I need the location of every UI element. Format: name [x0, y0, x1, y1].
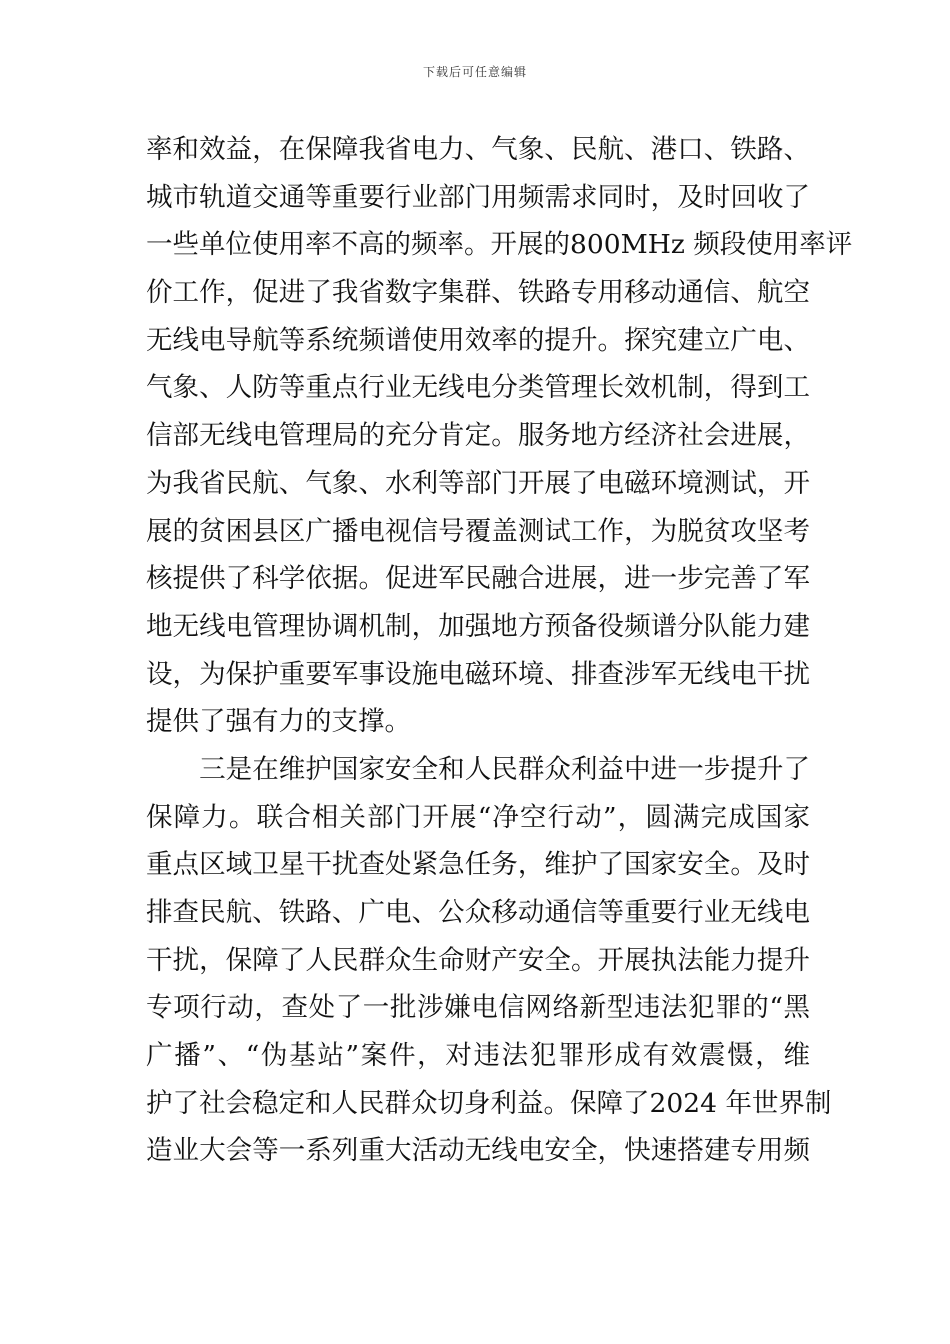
- text-line: 造业大会等一系列重大活动无线电安全，快速搭建专用频: [146, 1135, 810, 1167]
- page-header: 下载后可任意编辑: [422, 65, 527, 79]
- text-line: 保障力。联合相关部门开展“净空行动”，圆满完成国家: [146, 801, 810, 833]
- text-line: 率和效益，在保障我省电力、气象、民航、港口、铁路、: [146, 134, 810, 165]
- text-line: 展的贫困县区广播电视信号覆盖测试工作，为脱贫攻坚考: [146, 515, 810, 547]
- paragraph-start-line: 三是在维护国家安全和人民群众利益中进一步提升了: [146, 753, 810, 785]
- text-line: 专项行动，查处了一批涉嫌电信网络新型违法犯罪的“黑: [146, 992, 810, 1024]
- text-line: 核提供了科学依据。促进军民融合进展，进一步完善了军: [146, 563, 810, 595]
- text-line: 护了社会稳定和人民群众切身利益。保障了2024 年世界制: [146, 1087, 832, 1119]
- text-line: 信部无线电管理局的充分肯定。服务地方经济社会进展，: [146, 420, 810, 452]
- text-line: 排查民航、铁路、广电、公众移动通信等重要行业无线电: [146, 897, 810, 928]
- text-line: 城市轨道交通等重要行业部门用频需求同时，及时回收了: [146, 181, 810, 213]
- text-line: 无线电导航等系统频谱使用效率的提升。探究建立广电、: [146, 324, 810, 356]
- text-line: 地无线电管理协调机制，加强地方预备役频谱分队能力建: [146, 610, 810, 642]
- body-text: [146, 126, 853, 1175]
- text-line: 重点区域卫星干扰查处紧急任务，维护了国家安全。及时: [146, 849, 810, 881]
- text-line: 价工作，促进了我省数字集群、铁路专用移动通信、航空: [146, 277, 810, 309]
- text-line: 干扰，保障了人民群众生命财产安全。开展执法能力提升: [146, 944, 810, 976]
- text-line: 广播”、“伪基站”案件，对违法犯罪形成有效震慑，维: [146, 1040, 810, 1072]
- text-line: 设，为保护重要军事设施电磁环境、排查涉军无线电干扰: [146, 658, 810, 690]
- text-line: 为我省民航、气象、水利等部门开展了电磁环境测试，开: [146, 467, 810, 499]
- text-line: 气象、人防等重点行业无线电分类管理长效机制，得到工: [146, 372, 810, 404]
- paragraph-end-line: 提供了强有力的支撑。: [146, 706, 411, 738]
- text-line: 一些单位使用率不高的频率。开展的800MHz 频段使用率评: [146, 229, 853, 261]
